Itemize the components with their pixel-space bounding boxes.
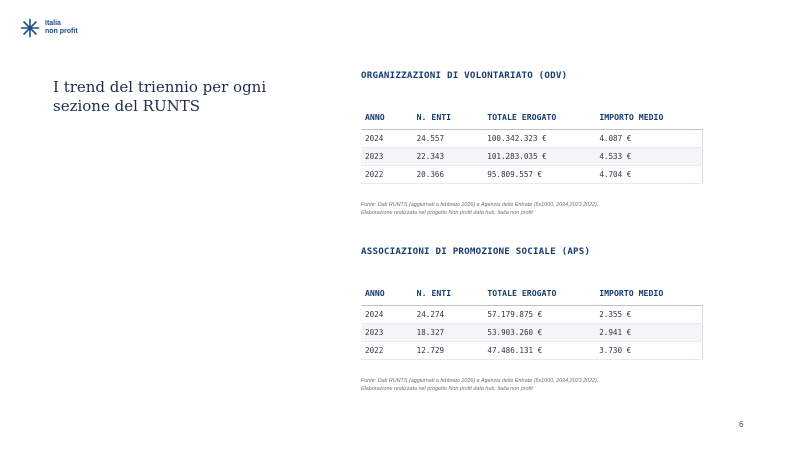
cell-importo-medio: 4.533 € [595, 148, 702, 166]
aps-section [361, 246, 703, 393]
asterisk-star-icon [20, 18, 40, 38]
cell-n-enti: 22.343 [413, 148, 484, 166]
page-title: I trend del triennio per ogni sezione del RUNTS [53, 78, 267, 115]
cell-anno: 2022 [361, 342, 413, 360]
source-line-2: Elaborazione realizzata nel progetto Non profit data hub, Italia non profit [361, 210, 533, 216]
cell-totale-erogato: 53.903.260 € [483, 324, 595, 342]
page-number: 6 [739, 420, 744, 429]
cell-n-enti: 20.366 [413, 166, 484, 184]
cell-anno: 2023 [361, 324, 413, 342]
logo-line-1: Italia [45, 20, 61, 27]
column-header-importo-medio: IMPORTO MEDIO [595, 111, 702, 130]
column-header-anno: ANNO [361, 287, 413, 306]
source-note [361, 201, 703, 217]
table-row [361, 342, 703, 360]
cell-anno: 2024 [361, 306, 413, 324]
source-line-1: Fonte: Dati RUNTS (aggiornati a febbraio 2026) e Agenzia delle Entrate (5x1000, 2024,2023,2022). [361, 378, 599, 384]
logo-wordmark [45, 20, 78, 36]
cell-importo-medio: 4.704 € [595, 166, 702, 184]
section-title: ASSOCIAZIONI DI PROMOZIONE SOCIALE (APS) [361, 246, 591, 257]
source-line-2: Elaborazione realizzata nel progetto Non profit data hub, Italia non profit [361, 386, 533, 392]
cell-totale-erogato: 101.283.035 € [483, 148, 595, 166]
table-header-row [361, 111, 703, 130]
cell-n-enti: 24.557 [413, 130, 484, 148]
cell-totale-erogato: 100.342.323 € [483, 130, 595, 148]
table-row [361, 306, 703, 324]
table-row [361, 130, 703, 148]
cell-totale-erogato: 57.179.875 € [483, 306, 595, 324]
column-header-totale-erogato: TOTALE EROGATO [483, 287, 595, 306]
cell-anno: 2022 [361, 166, 413, 184]
table-header-row [361, 287, 703, 306]
section-title: ORGANIZZAZIONI DI VOLONTARIATO (ODV) [361, 70, 568, 81]
cell-anno: 2024 [361, 130, 413, 148]
odv-section [361, 70, 703, 217]
cell-importo-medio: 2.941 € [595, 324, 702, 342]
cell-totale-erogato: 47.486.131 € [483, 342, 595, 360]
cell-n-enti: 12.729 [413, 342, 484, 360]
column-header-n-enti: N. ENTI [413, 111, 484, 130]
odv-table [361, 111, 703, 184]
cell-importo-medio: 2.355 € [595, 306, 702, 324]
column-header-n-enti: N. ENTI [413, 287, 484, 306]
column-header-importo-medio: IMPORTO MEDIO [595, 287, 702, 306]
column-header-anno: ANNO [361, 111, 413, 130]
table-row [361, 324, 703, 342]
logo-line-2: non profit [45, 28, 78, 35]
source-note [361, 377, 703, 393]
cell-importo-medio: 3.730 € [595, 342, 702, 360]
aps-table [361, 287, 703, 360]
cell-totale-erogato: 95.809.557 € [483, 166, 595, 184]
brand-logo [20, 18, 78, 38]
cell-anno: 2023 [361, 148, 413, 166]
column-header-totale-erogato: TOTALE EROGATO [483, 111, 595, 130]
cell-n-enti: 18.327 [413, 324, 484, 342]
table-row [361, 148, 703, 166]
source-line-1: Fonte: Dati RUNTS (aggiornati a febbraio 2026) e Agenzia delle Entrate (5x1000, 2024,2023,2022). [361, 202, 599, 208]
table-row [361, 166, 703, 184]
cell-importo-medio: 4.087 € [595, 130, 702, 148]
cell-n-enti: 24.274 [413, 306, 484, 324]
